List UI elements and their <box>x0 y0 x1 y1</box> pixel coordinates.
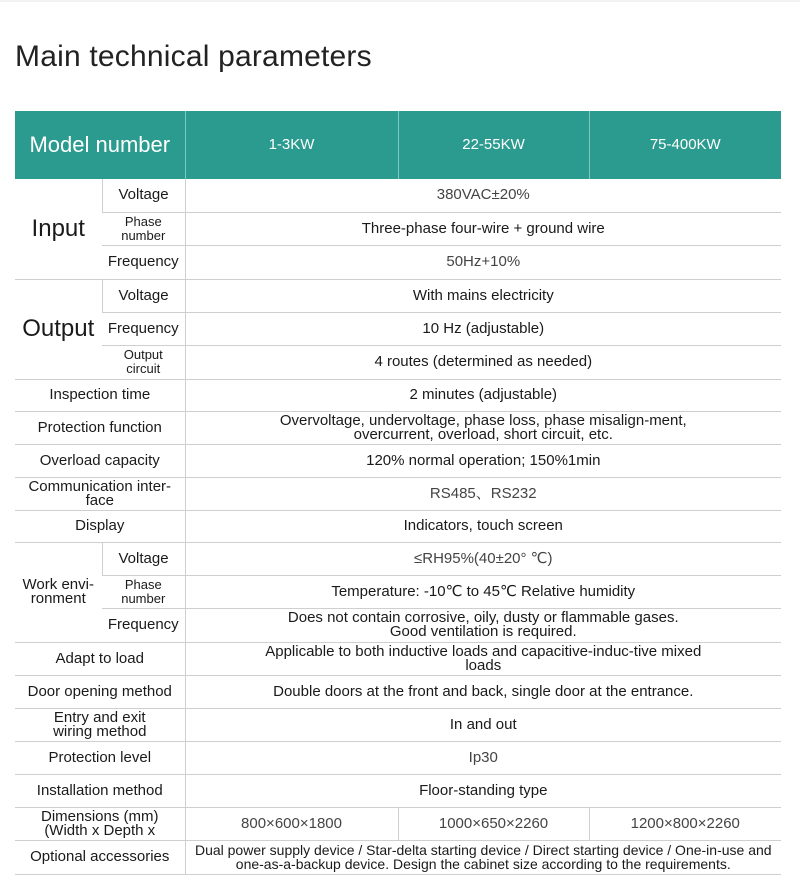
row-value: 120% normal operation; 150%1min <box>185 444 781 477</box>
row-label: Door opening method <box>15 675 185 708</box>
table-row <box>15 608 781 642</box>
table-row <box>15 774 781 807</box>
table-row <box>15 212 781 245</box>
table-row <box>15 444 781 477</box>
header-row <box>15 111 781 179</box>
row-value: Temperature: -10℃ to 45℃ Relative humidity <box>185 575 781 608</box>
row-value: Dual power supply device / Star-delta starting device / Direct starting device / One-in-use and one-as-a-backup device. Design the cabinet size according to the requirements. <box>185 840 781 874</box>
table-row <box>15 807 781 840</box>
row-label: Optional accessories <box>15 840 185 874</box>
table-row <box>15 542 781 575</box>
input-group-label: Input <box>15 179 102 279</box>
table-row <box>15 411 781 444</box>
row-label: Overload capacity <box>15 444 185 477</box>
row-value: Does not contain corrosive, oily, dusty or flammable gases. Good ventilation is required. <box>185 608 781 642</box>
row-label: Frequency <box>102 608 185 642</box>
table-row <box>15 675 781 708</box>
row-label: Installation method <box>15 774 185 807</box>
row-label: Voltage <box>102 542 185 575</box>
row-label: Phase number <box>102 212 185 245</box>
row-label: Voltage <box>102 279 185 312</box>
table-row <box>15 312 781 345</box>
row-label: Protection level <box>15 741 185 774</box>
model-2-header: 22-55KW <box>398 111 589 179</box>
row-label: Communication inter-face <box>15 477 185 510</box>
table-row <box>15 245 781 279</box>
row-label: Inspection time <box>15 379 185 411</box>
table-row <box>15 379 781 411</box>
output-group-label: Output <box>15 279 102 379</box>
model-1-header: 1-3KW <box>185 111 398 179</box>
table-row <box>15 345 781 379</box>
dimension-value-3: 1200×800×2260 <box>589 807 781 840</box>
row-label: Output circuit <box>102 345 185 379</box>
row-value: Indicators, touch screen <box>185 510 781 542</box>
model-number-header: Model number <box>15 111 185 179</box>
table-row <box>15 575 781 608</box>
table-row <box>15 840 781 874</box>
row-label: Voltage <box>102 179 185 212</box>
row-value: Ip30 <box>185 741 781 774</box>
row-label: Phase number <box>102 575 185 608</box>
row-label: Dimensions (mm) (Width x Depth x <box>15 807 185 840</box>
row-label: Entry and exit wiring method <box>15 708 185 741</box>
row-label: Display <box>15 510 185 542</box>
table-row <box>15 279 781 312</box>
dimension-value-1: 800×600×1800 <box>185 807 398 840</box>
row-value: With mains electricity <box>185 279 781 312</box>
table-row <box>15 708 781 741</box>
page-title: Main technical parameters <box>15 40 372 73</box>
row-value: Overvoltage, undervoltage, phase loss, phase misalign-ment, overcurrent, overload, short circuit, etc. <box>185 411 781 444</box>
parameters-table <box>15 111 781 875</box>
row-value: Applicable to both inductive loads and capacitive-induc-tive mixed loads <box>185 642 781 675</box>
top-divider <box>0 0 800 2</box>
row-value: 380VAC±20% <box>185 179 781 212</box>
row-value: 10 Hz (adjustable) <box>185 312 781 345</box>
row-value: ≤RH95%(40±20° ℃) <box>185 542 781 575</box>
table-row <box>15 510 781 542</box>
row-value: Floor-standing type <box>185 774 781 807</box>
work-environment-group-label: Work envi-ronment <box>15 542 102 642</box>
dimension-value-2: 1000×650×2260 <box>398 807 589 840</box>
row-label: Protection function <box>15 411 185 444</box>
row-value: 50Hz+10% <box>185 245 781 279</box>
row-value: Double doors at the front and back, single door at the entrance. <box>185 675 781 708</box>
table-row <box>15 642 781 675</box>
row-value: RS485、RS232 <box>185 477 781 510</box>
row-label: Frequency <box>102 245 185 279</box>
row-value: 4 routes (determined as needed) <box>185 345 781 379</box>
row-value: 2 minutes (adjustable) <box>185 379 781 411</box>
row-value: In and out <box>185 708 781 741</box>
row-label: Adapt to load <box>15 642 185 675</box>
table-row <box>15 477 781 510</box>
table-row <box>15 741 781 774</box>
model-3-header: 75-400KW <box>589 111 781 179</box>
row-label: Frequency <box>102 312 185 345</box>
row-value: Three-phase four-wire + ground wire <box>185 212 781 245</box>
table-row <box>15 179 781 212</box>
